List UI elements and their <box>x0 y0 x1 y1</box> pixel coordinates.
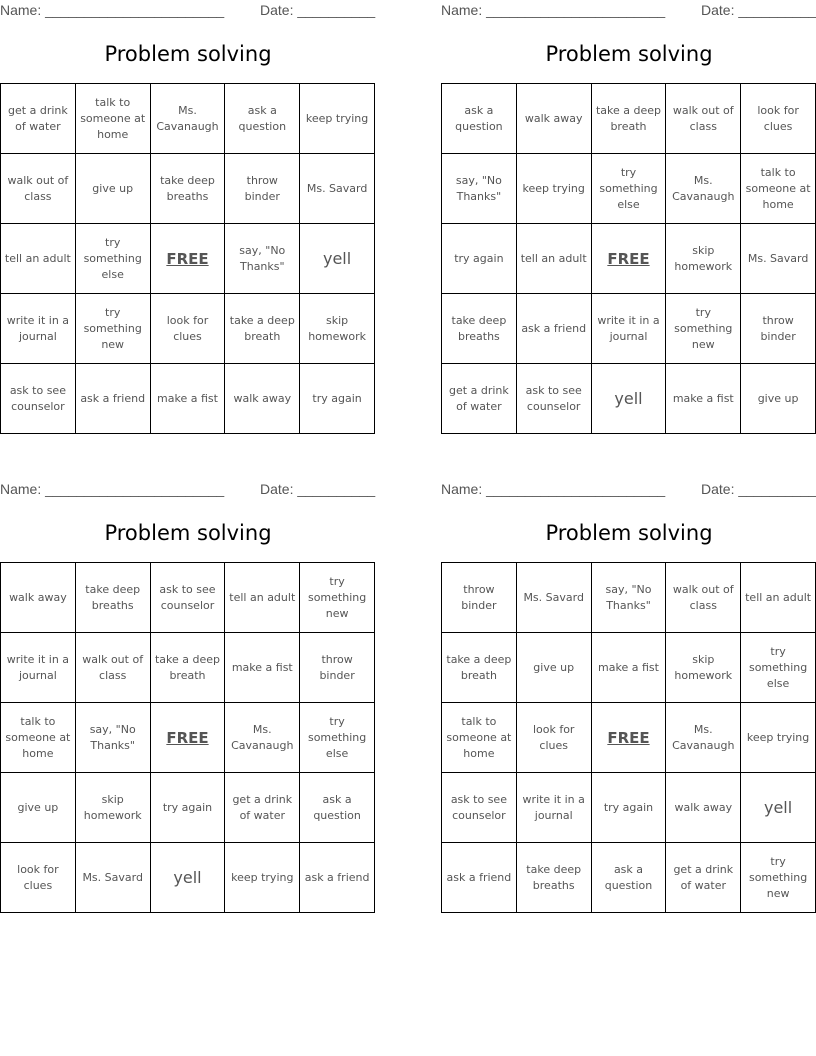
bingo-cell: throw binder <box>442 563 517 633</box>
bingo-cell: give up <box>517 633 592 703</box>
bingo-cell: yell <box>300 224 375 294</box>
bingo-cell: Ms. Savard <box>517 563 592 633</box>
bingo-cell: try something new <box>76 294 151 364</box>
bingo-cell: take a deep breath <box>592 84 667 154</box>
bingo-cell: skip homework <box>666 224 741 294</box>
bingo-cell: ask a friend <box>517 294 592 364</box>
bingo-cell: throw binder <box>300 633 375 703</box>
bingo-cell: look for clues <box>517 703 592 773</box>
bingo-cell: walk away <box>517 84 592 154</box>
bingo-cell: skip homework <box>666 633 741 703</box>
bingo-cell: walk away <box>1 563 76 633</box>
bingo-cell: make a fist <box>666 364 741 434</box>
bingo-cell: talk to someone at home <box>76 84 151 154</box>
bingo-cell: take a deep breath <box>225 294 300 364</box>
bingo-cell: take deep breaths <box>151 154 226 224</box>
card-header <box>0 479 376 499</box>
bingo-grid <box>441 562 816 913</box>
bingo-cell: write it in a journal <box>517 773 592 843</box>
bingo-cell: tell an adult <box>741 563 816 633</box>
bingo-cell: ask to see counselor <box>442 773 517 843</box>
bingo-cell: try again <box>442 224 517 294</box>
bingo-cell: get a drink of water <box>1 84 76 154</box>
bingo-cell: get a drink of water <box>666 843 741 913</box>
name-field: Name: _______________________ <box>0 481 225 497</box>
bingo-cell: give up <box>76 154 151 224</box>
bingo-cell: talk to someone at home <box>1 703 76 773</box>
bingo-cell: Ms. Cavanaugh <box>151 84 226 154</box>
bingo-card <box>441 0 816 440</box>
bingo-cell: look for clues <box>151 294 226 364</box>
bingo-cell: yell <box>592 364 667 434</box>
bingo-cell: walk out of class <box>1 154 76 224</box>
bingo-cell: say, "No Thanks" <box>225 224 300 294</box>
bingo-cell: take a deep breath <box>442 633 517 703</box>
free-space-cell: FREE <box>592 703 667 773</box>
bingo-cell: keep trying <box>225 843 300 913</box>
bingo-cell: write it in a journal <box>1 294 76 364</box>
bingo-cell: look for clues <box>741 84 816 154</box>
bingo-cell: try again <box>300 364 375 434</box>
bingo-cell: give up <box>741 364 816 434</box>
bingo-cell: Ms. Cavanaugh <box>666 703 741 773</box>
card-title: Problem solving <box>545 42 713 66</box>
bingo-cell: talk to someone at home <box>442 703 517 773</box>
bingo-cell: ask a question <box>592 843 667 913</box>
bingo-cell: walk away <box>666 773 741 843</box>
bingo-cell: walk out of class <box>666 563 741 633</box>
date-field: Date: __________ <box>701 2 816 18</box>
bingo-cell: take a deep breath <box>151 633 226 703</box>
bingo-cell: write it in a journal <box>592 294 667 364</box>
bingo-cell: ask a question <box>300 773 375 843</box>
bingo-cell: write it in a journal <box>1 633 76 703</box>
bingo-cell: try again <box>592 773 667 843</box>
bingo-cell: ask a friend <box>442 843 517 913</box>
bingo-cell: walk out of class <box>76 633 151 703</box>
bingo-cell: try something else <box>76 224 151 294</box>
name-field: Name: _______________________ <box>441 481 666 497</box>
card-title: Problem solving <box>104 521 272 545</box>
bingo-cell: ask to see counselor <box>1 364 76 434</box>
bingo-cell: Ms. Cavanaugh <box>225 703 300 773</box>
bingo-cell: keep trying <box>300 84 375 154</box>
name-field: Name: _______________________ <box>0 2 225 18</box>
bingo-cell: ask to see counselor <box>151 563 226 633</box>
bingo-card <box>441 479 816 919</box>
bingo-cell: ask a question <box>225 84 300 154</box>
bingo-cell: ask a friend <box>76 364 151 434</box>
bingo-cell: try something new <box>300 563 375 633</box>
bingo-grid <box>0 562 375 913</box>
bingo-cell: take deep breaths <box>442 294 517 364</box>
date-field: Date: __________ <box>701 481 816 497</box>
bingo-cell: try something else <box>741 633 816 703</box>
bingo-cell: try something else <box>300 703 375 773</box>
bingo-cell: throw binder <box>225 154 300 224</box>
bingo-cell: yell <box>741 773 816 843</box>
free-space-cell: FREE <box>151 703 226 773</box>
bingo-cell: ask a question <box>442 84 517 154</box>
bingo-cell: try something new <box>666 294 741 364</box>
bingo-card <box>0 479 376 919</box>
bingo-cell: talk to someone at home <box>741 154 816 224</box>
bingo-cell: keep trying <box>517 154 592 224</box>
bingo-cell: skip homework <box>300 294 375 364</box>
bingo-cell: make a fist <box>151 364 226 434</box>
bingo-cell: walk away <box>225 364 300 434</box>
bingo-cell: say, "No Thanks" <box>76 703 151 773</box>
date-field: Date: __________ <box>260 2 376 18</box>
bingo-card <box>0 0 376 440</box>
bingo-cell: tell an adult <box>517 224 592 294</box>
bingo-cell: say, "No Thanks" <box>592 563 667 633</box>
bingo-grid <box>441 83 816 434</box>
bingo-cell: take deep breaths <box>517 843 592 913</box>
name-field: Name: _______________________ <box>441 2 666 18</box>
bingo-cell: make a fist <box>225 633 300 703</box>
bingo-cell: walk out of class <box>666 84 741 154</box>
bingo-cell: Ms. Savard <box>300 154 375 224</box>
card-header <box>0 0 376 20</box>
bingo-cell: keep trying <box>741 703 816 773</box>
bingo-cell: tell an adult <box>225 563 300 633</box>
bingo-cell: try something new <box>741 843 816 913</box>
card-header <box>441 479 816 499</box>
bingo-cell: look for clues <box>1 843 76 913</box>
bingo-cell: throw binder <box>741 294 816 364</box>
bingo-cell: skip homework <box>76 773 151 843</box>
bingo-cell: ask a friend <box>300 843 375 913</box>
free-space-cell: FREE <box>151 224 226 294</box>
card-title: Problem solving <box>545 521 713 545</box>
bingo-cell: Ms. Savard <box>76 843 151 913</box>
bingo-cell: try again <box>151 773 226 843</box>
bingo-grid <box>0 83 375 434</box>
bingo-cell: tell an adult <box>1 224 76 294</box>
bingo-cell: take deep breaths <box>76 563 151 633</box>
bingo-cell: give up <box>1 773 76 843</box>
bingo-cell: Ms. Cavanaugh <box>666 154 741 224</box>
bingo-cell: try something else <box>592 154 667 224</box>
bingo-cell: make a fist <box>592 633 667 703</box>
bingo-cell: Ms. Savard <box>741 224 816 294</box>
card-header <box>441 0 816 20</box>
bingo-cell: say, "No Thanks" <box>442 154 517 224</box>
bingo-cell: get a drink of water <box>442 364 517 434</box>
bingo-cell: yell <box>151 843 226 913</box>
bingo-cell: ask to see counselor <box>517 364 592 434</box>
card-title: Problem solving <box>104 42 272 66</box>
free-space-cell: FREE <box>592 224 667 294</box>
bingo-cell: get a drink of water <box>225 773 300 843</box>
date-field: Date: __________ <box>260 481 376 497</box>
